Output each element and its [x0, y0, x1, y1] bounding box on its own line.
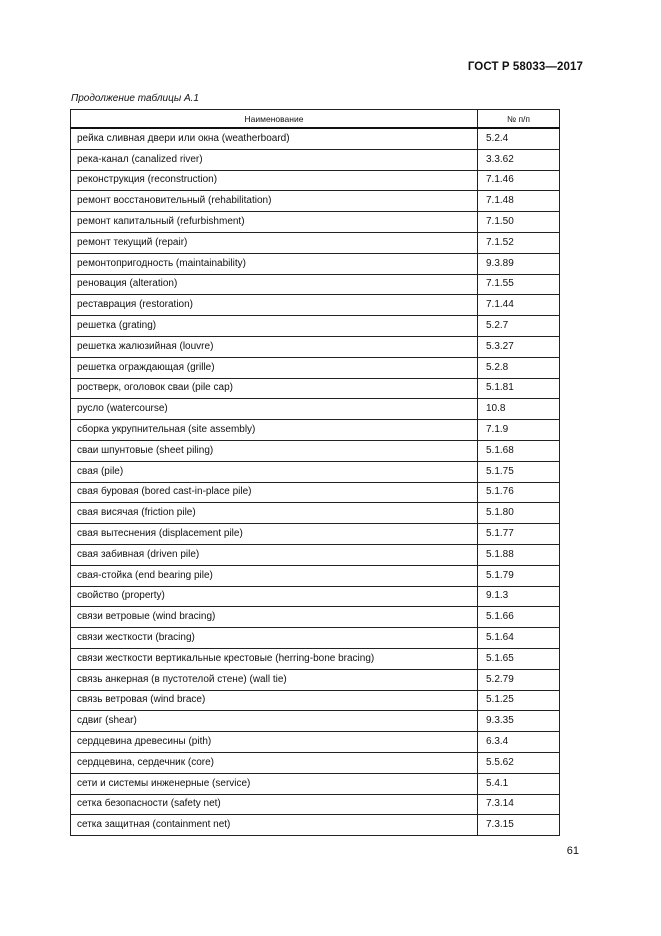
term-number-cell: 5.5.62 — [478, 752, 560, 773]
term-name-cell: свая забивная (driven pile) — [71, 544, 478, 565]
table-caption: Продолжение таблицы А.1 — [71, 93, 199, 104]
term-number-cell: 5.1.80 — [478, 503, 560, 524]
table-row — [71, 274, 560, 295]
table-row — [71, 128, 560, 149]
term-number-cell: 7.1.9 — [478, 420, 560, 441]
term-name-cell: ремонт капитальный (refurbishment) — [71, 212, 478, 233]
term-number-cell: 7.1.55 — [478, 274, 560, 295]
term-name-cell: свая (pile) — [71, 461, 478, 482]
term-name-cell: сердцевина, сердечник (core) — [71, 752, 478, 773]
terms-table — [70, 109, 560, 836]
term-name-cell: сваи шпунтовые (sheet piling) — [71, 440, 478, 461]
term-name-cell: решетка ограждающая (grille) — [71, 357, 478, 378]
table-row — [71, 648, 560, 669]
term-number-cell: 6.3.4 — [478, 732, 560, 753]
term-name-cell: ростверк, оголовок сваи (pile cap) — [71, 378, 478, 399]
term-name-cell: свая висячая (friction pile) — [71, 503, 478, 524]
term-name-cell: связь анкерная (в пустотелой стене) (wall tie) — [71, 669, 478, 690]
term-number-cell: 5.1.76 — [478, 482, 560, 503]
table-row — [71, 794, 560, 815]
term-name-cell: связи ветровые (wind bracing) — [71, 607, 478, 628]
term-name-cell: сети и системы инженерные (service) — [71, 773, 478, 794]
term-number-cell: 5.1.81 — [478, 378, 560, 399]
page-number: 61 — [566, 845, 579, 857]
table-row — [71, 212, 560, 233]
table-row — [71, 815, 560, 836]
term-name-cell: свая буровая (bored cast-in-place pile) — [71, 482, 478, 503]
table-row — [71, 420, 560, 441]
term-name-cell: решетка жалюзийная (louvre) — [71, 336, 478, 357]
term-name-cell: рейка сливная двери или окна (weatherboard) — [71, 128, 478, 149]
table-row — [71, 149, 560, 170]
term-number-cell: 5.1.25 — [478, 690, 560, 711]
term-number-cell: 9.3.89 — [478, 253, 560, 274]
table-row — [71, 773, 560, 794]
document-code: ГОСТ Р 58033—2017 — [467, 61, 583, 73]
table-row — [71, 544, 560, 565]
table-row — [71, 316, 560, 337]
table-row — [71, 524, 560, 545]
term-name-cell: свая вытеснения (displacement pile) — [71, 524, 478, 545]
term-name-cell: свая-стойка (end bearing pile) — [71, 565, 478, 586]
table-row — [71, 586, 560, 607]
term-number-cell: 5.2.4 — [478, 128, 560, 149]
term-name-cell: сетка безопасности (safety net) — [71, 794, 478, 815]
table-row — [71, 378, 560, 399]
term-number-cell: 7.1.52 — [478, 232, 560, 253]
term-name-cell: сетка защитная (containment net) — [71, 815, 478, 836]
table-row — [71, 482, 560, 503]
term-number-cell: 7.1.46 — [478, 170, 560, 191]
term-number-cell: 5.1.64 — [478, 628, 560, 649]
term-number-cell: 7.1.48 — [478, 191, 560, 212]
table-row — [71, 607, 560, 628]
term-name-cell: реновация (alteration) — [71, 274, 478, 295]
term-number-cell: 5.2.7 — [478, 316, 560, 337]
term-number-cell: 9.3.35 — [478, 711, 560, 732]
term-name-cell: река-канал (canalized river) — [71, 149, 478, 170]
term-number-cell: 9.1.3 — [478, 586, 560, 607]
term-number-cell: 7.3.15 — [478, 815, 560, 836]
term-number-cell: 5.3.27 — [478, 336, 560, 357]
term-number-cell: 5.2.79 — [478, 669, 560, 690]
term-number-cell: 5.1.65 — [478, 648, 560, 669]
term-number-cell: 7.1.44 — [478, 295, 560, 316]
table-row — [71, 295, 560, 316]
term-name-cell: свойство (property) — [71, 586, 478, 607]
term-number-cell: 3.3.62 — [478, 149, 560, 170]
term-number-cell: 5.1.75 — [478, 461, 560, 482]
term-number-cell: 7.1.50 — [478, 212, 560, 233]
term-number-cell: 5.1.88 — [478, 544, 560, 565]
term-number-cell: 5.2.8 — [478, 357, 560, 378]
term-name-cell: ремонт восстановительный (rehabilitation) — [71, 191, 478, 212]
term-name-cell: решетка (grating) — [71, 316, 478, 337]
table-row — [71, 253, 560, 274]
table-row — [71, 232, 560, 253]
term-name-cell: сердцевина древесины (pith) — [71, 732, 478, 753]
table-row — [71, 628, 560, 649]
term-number-cell: 5.1.66 — [478, 607, 560, 628]
table-row — [71, 357, 560, 378]
term-number-cell: 7.3.14 — [478, 794, 560, 815]
column-header-name: Наименование — [71, 110, 478, 129]
term-number-cell: 10.8 — [478, 399, 560, 420]
table-row — [71, 170, 560, 191]
table-row — [71, 690, 560, 711]
term-name-cell: связи жесткости (bracing) — [71, 628, 478, 649]
table-row — [71, 191, 560, 212]
term-name-cell: русло (watercourse) — [71, 399, 478, 420]
table-row — [71, 732, 560, 753]
table-row — [71, 565, 560, 586]
table-row — [71, 336, 560, 357]
table-row — [71, 399, 560, 420]
term-name-cell: связь ветровая (wind brace) — [71, 690, 478, 711]
term-name-cell: сдвиг (shear) — [71, 711, 478, 732]
table-header-row — [71, 110, 560, 129]
table-row — [71, 461, 560, 482]
table-body — [71, 128, 560, 836]
term-name-cell: ремонтопригодность (maintainability) — [71, 253, 478, 274]
column-header-number: № п/п — [478, 110, 560, 129]
term-name-cell: ремонт текущий (repair) — [71, 232, 478, 253]
table-row — [71, 669, 560, 690]
term-number-cell: 5.1.79 — [478, 565, 560, 586]
table-row — [71, 711, 560, 732]
term-number-cell: 5.1.77 — [478, 524, 560, 545]
term-name-cell: реконструкция (reconstruction) — [71, 170, 478, 191]
term-name-cell: реставрация (restoration) — [71, 295, 478, 316]
table-row — [71, 752, 560, 773]
term-number-cell: 5.1.68 — [478, 440, 560, 461]
table-row — [71, 503, 560, 524]
term-name-cell: связи жесткости вертикальные крестовые (herring-bone bracing) — [71, 648, 478, 669]
term-name-cell: сборка укрупнительная (site assembly) — [71, 420, 478, 441]
table-row — [71, 440, 560, 461]
term-number-cell: 5.4.1 — [478, 773, 560, 794]
